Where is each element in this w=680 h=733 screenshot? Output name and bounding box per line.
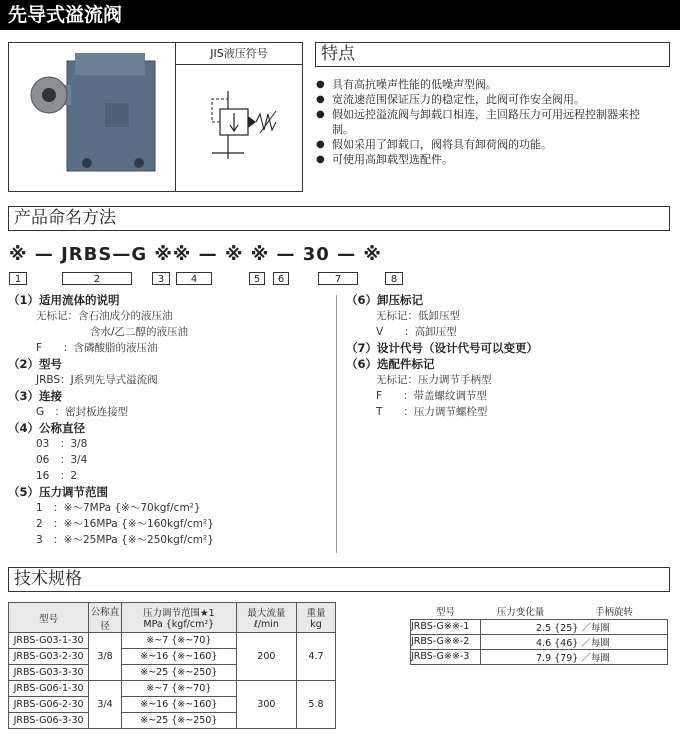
naming-left-column — [8, 292, 338, 548]
table-cell: 5.8 — [296, 681, 335, 729]
naming-item: 3 ：※～25MPa {※～250kgf/cm²} — [36, 534, 214, 546]
spec-table — [8, 602, 336, 729]
feature-item: ● 宽流速范围保证压力的稳定性，此阀可作安全阀用。 — [316, 92, 671, 107]
table-cell: JRBS-G※※-1 — [411, 619, 481, 634]
table-cell: 4.7 — [296, 633, 335, 681]
naming-section-title: （5）压力调节范围 — [8, 485, 109, 499]
table-cell: ※~7 {※~70} — [121, 681, 236, 697]
spec-header-size: 公称直径 — [89, 603, 122, 633]
valve-illustration — [9, 43, 175, 191]
code-part-3: G — [131, 244, 148, 265]
table-cell: ※~25 {※~250} — [121, 665, 236, 681]
table-cell: ※~16 {※~160} — [121, 649, 236, 665]
code-index-box: 1 — [9, 272, 27, 285]
naming-section-title: （7）设计代号（设计代号可以变更） — [346, 341, 538, 355]
model-code — [9, 244, 382, 265]
naming-right-column — [346, 292, 676, 420]
code-index-box: 4 — [176, 272, 212, 285]
pc-header-turn: 手柄旋转 — [561, 603, 668, 619]
code-part-8: ※ — [363, 244, 382, 265]
table-cell: JRBS-G06-1-30 — [9, 681, 89, 697]
code-part-1: ※ — [9, 244, 28, 265]
naming-heading: 产品命名方法 — [8, 206, 670, 231]
naming-item: 1 ：※～7MPa {※～70kgf/cm²} — [36, 502, 201, 514]
code-index-box: 2 — [62, 272, 132, 285]
naming-section-title: （4）公称直径 — [8, 421, 86, 435]
feature-item: ● 假如采用了卸载口，阀将具有卸荷阀的功能。 — [316, 137, 671, 152]
table-cell: JRBS-G03-2-30 — [9, 649, 89, 665]
table-cell: JRBS-G03-1-30 — [9, 633, 89, 649]
code-dash: — — [276, 244, 296, 265]
code-part-6: ※ — [250, 244, 270, 265]
code-index-box: 7 — [318, 272, 358, 285]
table-cell: JRBS-G03-3-30 — [9, 665, 89, 681]
naming-section-title: （1）适用流体的说明 — [8, 293, 120, 307]
code-index-box: 6 — [273, 272, 289, 285]
table-cell: JRBS-G06-3-30 — [9, 713, 89, 729]
jis-symbol-box — [175, 42, 303, 192]
jis-label: JIS液压符号 — [176, 43, 302, 65]
code-part-4: ※※ — [154, 244, 192, 265]
table-cell: 7.9 {79} ／每圈 — [481, 649, 668, 664]
features-heading: 特点 — [315, 42, 670, 67]
table-cell: 3/4 — [89, 681, 122, 729]
naming-item: 无标记：低卸压型 — [376, 310, 460, 322]
relief-valve-symbol-icon — [190, 83, 290, 183]
code-index-box: 3 — [152, 272, 170, 285]
code-index-box: 8 — [385, 272, 403, 285]
feature-item: ● 可使用高卸载型选配件。 — [316, 152, 671, 167]
naming-item: G ：密封板连接型 — [36, 406, 129, 418]
pc-header-change: 压力变化量 — [481, 603, 561, 619]
code-dash: — — [337, 244, 357, 265]
code-dash: — — [198, 244, 218, 265]
naming-item: 含水/乙二醇的液压油 — [90, 326, 189, 338]
table-cell: 200 — [236, 633, 296, 681]
table-cell: JRBS-G※※-3 — [411, 649, 481, 664]
table-cell: ※~25 {※~250} — [121, 713, 236, 729]
spec-header-range: 压力调节范围★1 MPa {kgf/cm²} — [121, 603, 236, 633]
naming-item: 2 ：※～16MPa {※～160kgf/cm²} — [36, 518, 214, 530]
naming-section-title: （6）选配件标记 — [346, 357, 435, 371]
naming-section-title: （2）型号 — [8, 357, 63, 371]
naming-section-title: （3）连接 — [8, 389, 63, 403]
page-title: 先导式溢流阀 — [0, 0, 680, 30]
spec-header-weight: 重量 kg — [296, 603, 335, 633]
table-cell: 300 — [236, 681, 296, 729]
code-dash: — — [34, 244, 54, 265]
spec-header-flow: 最大流量 ℓ/min — [236, 603, 296, 633]
naming-item: F ：含磷酸脂的液压油 — [36, 342, 158, 354]
code-part-2: JRBS — [61, 244, 113, 265]
naming-item: T ：压力调节螺栓型 — [376, 406, 488, 418]
table-cell: 4.6 {46} ／每圈 — [481, 634, 668, 649]
naming-item: F ：带盖螺纹调节型 — [376, 390, 488, 402]
table-cell: ※~7 {※~70} — [121, 633, 236, 649]
table-cell: 3/8 — [89, 633, 122, 681]
feature-item: ● 假如远控溢流阀与卸载口相连，主回路压力可用远程控制器来控制。 — [316, 107, 650, 137]
naming-item: 无标记：含石油成分的液压油 — [36, 310, 173, 322]
feature-item: ● 具有高抗噪声性能的低噪声型阀。 — [316, 77, 671, 92]
pressure-change-table — [410, 603, 668, 665]
features-list — [316, 77, 671, 167]
code-index-box: 5 — [249, 272, 265, 285]
specs-heading: 技术规格 — [8, 567, 670, 592]
naming-item: 06 ：3/4 — [36, 454, 88, 466]
naming-item: 无标记：压力调节手柄型 — [376, 374, 492, 386]
table-cell: JRBS-G06-2-30 — [9, 697, 89, 713]
table-cell: ※~16 {※~160} — [121, 697, 236, 713]
naming-item: V ：高卸压型 — [376, 326, 457, 338]
code-part-5: ※ — [224, 244, 244, 265]
table-cell: JRBS-G※※-2 — [411, 634, 481, 649]
pc-header-model: 型号 — [411, 603, 481, 619]
product-photo — [8, 42, 176, 192]
naming-item: 03 ：3/8 — [36, 438, 88, 450]
naming-section-title: （6）卸压标记 — [346, 293, 424, 307]
table-cell: 2.5 {25} ／每圈 — [481, 619, 668, 634]
naming-item: JRBS：J系列先导式溢流阀 — [36, 374, 158, 386]
naming-item: 16 ：2 — [36, 470, 78, 482]
column-divider — [336, 295, 337, 553]
code-dash: — — [112, 244, 132, 265]
code-part-7: 30 — [302, 244, 330, 265]
spec-header-model: 型号 — [9, 603, 89, 633]
